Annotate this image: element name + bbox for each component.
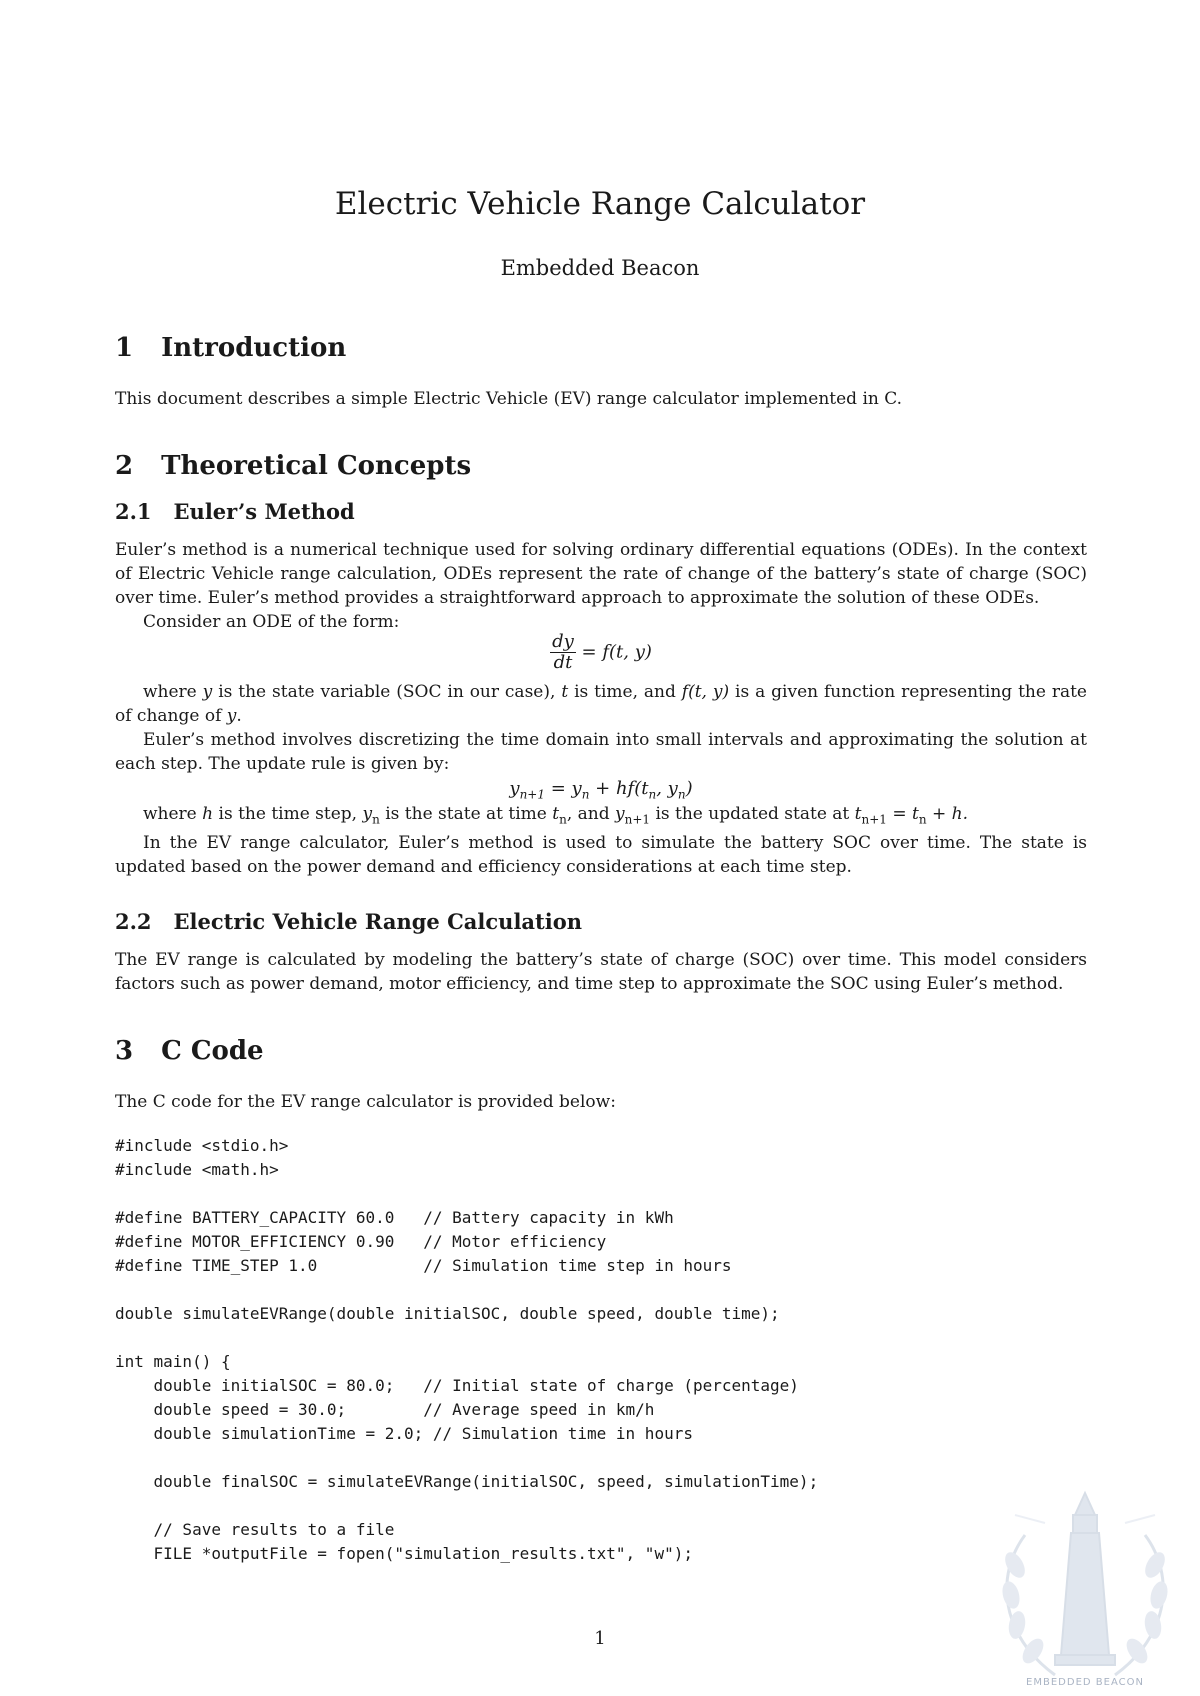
equation-part: , y bbox=[656, 778, 678, 799]
math-y: y bbox=[226, 706, 237, 726]
fraction-denominator: dt bbox=[553, 652, 573, 673]
code-listing: #include <stdio.h> #include <math.h> #define BATTERY_CAPACITY 60.0 // Battery capacity in kWh #define MOTOR_EFFICIENCY 0.90 // Motor efficiency #define TIME_STEP 1.0 // Simulation time step in hours double simulateEVRange(double initialSOC, double speed, double time); int main() { double initialSOC = 80.0; // Initial state of charge (percentage) double speed = 30.0; // Average speed in km/h double simulationTime = 2.0; // Simulation time in hours double finalSOC = simulateEVRange(initialSOC, speed, simulationTime); // Save results to a file FILE *outputFile = fopen("simulation_results.txt", "w"); bbox=[115, 1136, 819, 1564]
math-h: h bbox=[202, 804, 214, 824]
euler-paragraph-4: Euler’s method involves discretizing the time domain into small intervals and approximating the solution at each step. The update rule is given by: bbox=[115, 730, 1087, 774]
page-number: 1 bbox=[594, 1628, 606, 1649]
text-run: , and bbox=[566, 804, 616, 824]
euler-paragraph-5 bbox=[115, 802, 1087, 831]
equation-part: = t bbox=[886, 804, 919, 824]
math-y: y bbox=[362, 804, 373, 824]
text-run: . bbox=[236, 706, 242, 726]
subscript: n bbox=[677, 787, 686, 802]
subscript: n bbox=[581, 787, 590, 802]
section-title: C Code bbox=[161, 1036, 264, 1067]
text-run: where bbox=[143, 682, 203, 702]
subscript: n bbox=[559, 812, 567, 827]
subsection-title: Electric Vehicle Range Calculation bbox=[173, 909, 582, 935]
intro-paragraph: This document describes a simple Electric Vehicle (EV) range calculator implemented in C. bbox=[115, 389, 903, 409]
document-author: Embedded Beacon bbox=[500, 256, 700, 280]
equation-part: = y bbox=[544, 778, 582, 799]
section-number: 2 bbox=[115, 451, 134, 481]
code-intro-paragraph: The C code for the EV range calculator is provided below: bbox=[115, 1092, 616, 1113]
section-number: 3 bbox=[115, 1036, 134, 1067]
math-t: t bbox=[854, 804, 862, 824]
euler-paragraph-3 bbox=[115, 680, 1087, 728]
math-fty: f(t, y) bbox=[681, 682, 730, 702]
section-title: Introduction bbox=[161, 333, 347, 363]
subscript: n bbox=[648, 787, 657, 802]
text-run: is the state variable (SOC in our case), bbox=[212, 682, 562, 702]
equation-part: ) bbox=[685, 778, 693, 799]
subsection-number: 2.1 bbox=[115, 499, 152, 524]
watermark-label: EMBEDDED BEACON bbox=[1026, 1677, 1144, 1688]
subsection-heading-ev-range bbox=[115, 909, 1087, 934]
equation-part: + h. bbox=[926, 804, 968, 824]
equation-part: + hf(t bbox=[589, 778, 649, 799]
math-t: t bbox=[561, 682, 569, 702]
math-t: t bbox=[552, 804, 560, 824]
math-y: y bbox=[202, 682, 213, 702]
text-run: is a given function representing the rate of change of bbox=[115, 682, 1087, 726]
equation-euler-update bbox=[115, 776, 1087, 802]
subsection-title: Euler’s Method bbox=[173, 499, 355, 524]
equation-rhs: = f(t, y) bbox=[575, 641, 652, 663]
text-run: is time, and bbox=[568, 682, 682, 702]
section-number: 1 bbox=[115, 333, 134, 363]
section-title: Theoretical Concepts bbox=[161, 451, 472, 481]
section-heading-c-code bbox=[115, 1036, 1087, 1066]
section-heading-theoretical-concepts bbox=[115, 451, 1087, 481]
subscript: n+1 bbox=[624, 812, 651, 827]
euler-paragraph-1: Euler’s method is a numerical technique used for solving ordinary differential equations (ODEs). In the context of Electric Vehicle range calculation, ODEs represent the rate of change of the battery’s state of charge (SOC) over time. Euler’s method provides a straightforward approach to approximate the solution of these ODEs. bbox=[115, 540, 1087, 608]
equation-fraction bbox=[550, 632, 576, 673]
lighthouse-laurel-watermark-icon bbox=[985, 1475, 1185, 1690]
math-y: y bbox=[509, 778, 520, 799]
section-heading-introduction bbox=[115, 333, 1087, 363]
euler-paragraph-2: Consider an ODE of the form: bbox=[143, 612, 400, 632]
subscript: n+1 bbox=[519, 787, 545, 802]
euler-paragraph-6: In the EV range calculator, Euler’s method is used to simulate the battery SOC over time. The state is updated based on the power demand and efficiency considerations at each time step. bbox=[115, 833, 1087, 878]
document-title: Electric Vehicle Range Calculator bbox=[334, 186, 866, 222]
text-run: where bbox=[143, 804, 203, 824]
text-run: is the state at time bbox=[379, 804, 553, 824]
equation-ode bbox=[115, 632, 1087, 680]
math-y: y bbox=[615, 804, 625, 824]
text-run: is the updated state at bbox=[650, 804, 855, 824]
subsection-number: 2.2 bbox=[115, 909, 152, 935]
ev-range-paragraph: The EV range is calculated by modeling the battery’s state of charge (SOC) over time. This model considers factors such as power demand, motor efficiency, and time step to approximate the SOC using Euler’s method. bbox=[115, 950, 1087, 995]
fraction-numerator: dy bbox=[552, 631, 574, 652]
subsection-heading-eulers-method bbox=[115, 499, 1087, 524]
document-body bbox=[115, 333, 1087, 1566]
subscript: n bbox=[372, 812, 380, 827]
text-run: is the time step, bbox=[213, 804, 363, 824]
subscript: n+1 bbox=[861, 812, 887, 827]
subscript: n bbox=[918, 812, 927, 827]
